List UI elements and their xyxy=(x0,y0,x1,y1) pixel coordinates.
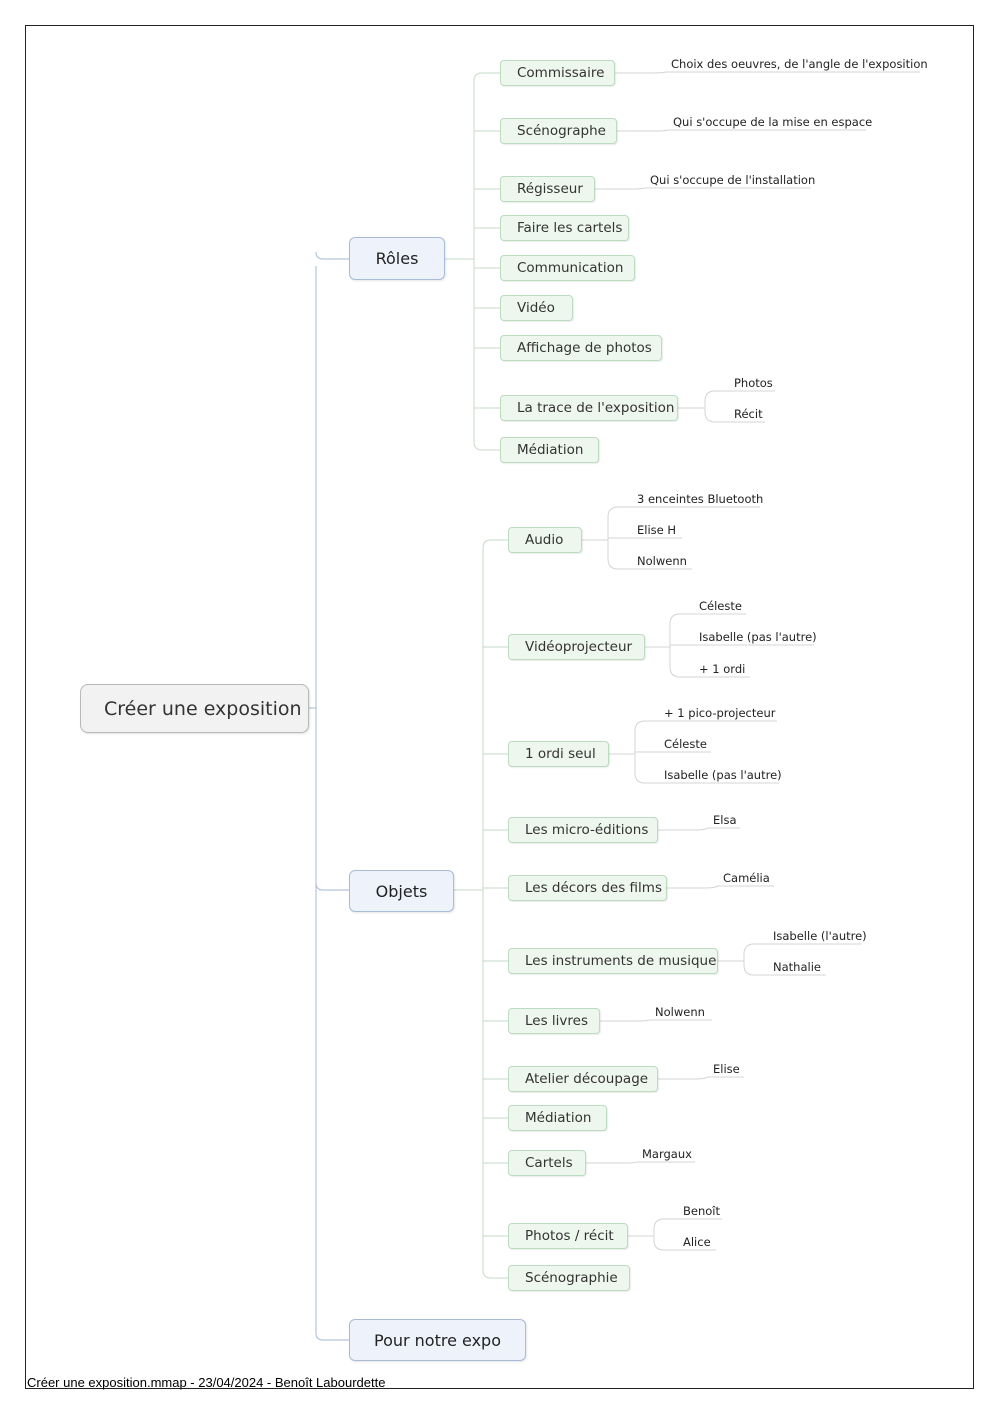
footer-caption: Créer une exposition.mmap - 23/04/2024 - Benoît Labourdette xyxy=(27,1375,386,1390)
connector xyxy=(483,1270,508,1278)
subtopic-objets-audio[interactable]: Audio xyxy=(508,527,582,553)
connector xyxy=(617,130,866,131)
connector xyxy=(586,1162,695,1163)
connector xyxy=(316,1333,349,1340)
detail-la-trace-de-l-exposition-2[interactable]: Récit xyxy=(734,407,763,421)
subtopic-roles-mediation[interactable]: Médiation xyxy=(500,437,599,463)
subtopic-roles-scenographe[interactable]: Scénographe xyxy=(500,118,617,144)
detail-audio-3[interactable]: Nolwenn xyxy=(637,554,687,568)
detail-1-ordi-seul-2[interactable]: Céleste xyxy=(664,737,707,751)
connector xyxy=(635,721,777,731)
topic-pour-notre-expo[interactable]: Pour notre expo xyxy=(349,1319,526,1361)
detail-les-instruments-de-musique-1[interactable]: Isabelle (l'autre) xyxy=(773,929,867,943)
subtopic-roles-regisseur[interactable]: Régisseur xyxy=(500,176,595,202)
detail-photos-recit-2[interactable]: Alice xyxy=(683,1235,711,1249)
topic-objets[interactable]: Objets xyxy=(349,870,454,912)
detail-cartels-1[interactable]: Margaux xyxy=(642,1147,692,1161)
subtopic-objets-scenographie[interactable]: Scénographie xyxy=(508,1265,630,1291)
subtopic-roles-la-trace-de-l-exposition[interactable]: La trace de l'exposition xyxy=(500,395,678,421)
root-topic[interactable]: Créer une exposition xyxy=(80,684,309,733)
detail-videoprojecteur-1[interactable]: Céleste xyxy=(699,599,742,613)
connector xyxy=(316,883,349,890)
connector xyxy=(483,540,508,548)
detail-videoprojecteur-2[interactable]: Isabelle (pas l'autre) xyxy=(699,630,817,644)
subtopic-objets-mediation[interactable]: Médiation xyxy=(508,1105,607,1131)
topic-roles[interactable]: Rôles xyxy=(349,237,445,280)
connector xyxy=(670,614,746,624)
detail-audio-2[interactable]: Elise H xyxy=(637,523,677,537)
detail-videoprojecteur-3[interactable]: + 1 ordi xyxy=(699,662,746,676)
subtopic-objets-atelier-decoupage[interactable]: Atelier découpage xyxy=(508,1066,658,1092)
subtopic-objets-les-decors-des-films[interactable]: Les décors des films xyxy=(508,875,667,901)
subtopic-objets-les-livres[interactable]: Les livres xyxy=(508,1008,600,1034)
detail-les-instruments-de-musique-2[interactable]: Nathalie xyxy=(773,960,821,974)
subtopic-roles-video[interactable]: Vidéo xyxy=(500,295,573,321)
subtopic-roles-affichage-de-photos[interactable]: Affichage de photos xyxy=(500,335,662,361)
subtopic-objets-les-instruments-de-musique[interactable]: Les instruments de musique xyxy=(508,948,718,974)
connector xyxy=(654,1219,722,1229)
connector xyxy=(615,72,920,73)
detail-les-decors-des-films-1[interactable]: Camélia xyxy=(723,871,770,885)
detail-les-livres-1[interactable]: Nolwenn xyxy=(655,1005,705,1019)
subtopic-roles-communication[interactable]: Communication xyxy=(500,255,635,281)
detail-la-trace-de-l-exposition-1[interactable]: Photos xyxy=(734,376,773,390)
subtopic-roles-faire-les-cartels[interactable]: Faire les cartels xyxy=(500,215,629,241)
connector xyxy=(474,442,500,450)
subtopic-roles-commissaire[interactable]: Commissaire xyxy=(500,60,615,86)
subtopic-objets-videoprojecteur[interactable]: Vidéoprojecteur xyxy=(508,634,645,660)
subtopic-objets-1-ordi-seul[interactable]: 1 ordi seul xyxy=(508,741,609,767)
subtopic-objets-les-micro-editions[interactable]: Les micro-éditions xyxy=(508,817,658,843)
connector xyxy=(608,507,760,517)
detail-1-ordi-seul-1[interactable]: + 1 pico-projecteur xyxy=(664,706,776,720)
connector xyxy=(744,944,862,954)
detail-commissaire-1[interactable]: Choix des oeuvres, de l'angle de l'exposition xyxy=(671,57,928,71)
connector xyxy=(667,886,774,888)
connector xyxy=(474,73,500,81)
detail-photos-recit-1[interactable]: Benoît xyxy=(683,1204,720,1218)
connector xyxy=(658,828,740,830)
connector xyxy=(316,252,349,259)
detail-audio-1[interactable]: 3 enceintes Bluetooth xyxy=(637,492,764,506)
detail-les-micro-editions-1[interactable]: Elsa xyxy=(713,813,737,827)
connector xyxy=(595,188,811,189)
detail-regisseur-1[interactable]: Qui s'occupe de l'installation xyxy=(650,173,816,187)
connector xyxy=(705,391,775,401)
connector xyxy=(600,1020,712,1021)
detail-1-ordi-seul-3[interactable]: Isabelle (pas l'autre) xyxy=(664,768,782,782)
detail-atelier-decoupage-1[interactable]: Elise xyxy=(713,1062,740,1076)
detail-scenographe-1[interactable]: Qui s'occupe de la mise en espace xyxy=(673,115,873,129)
subtopic-objets-photos-recit[interactable]: Photos / récit xyxy=(508,1223,628,1249)
subtopic-objets-cartels[interactable]: Cartels xyxy=(508,1150,586,1176)
connector xyxy=(658,1077,744,1079)
